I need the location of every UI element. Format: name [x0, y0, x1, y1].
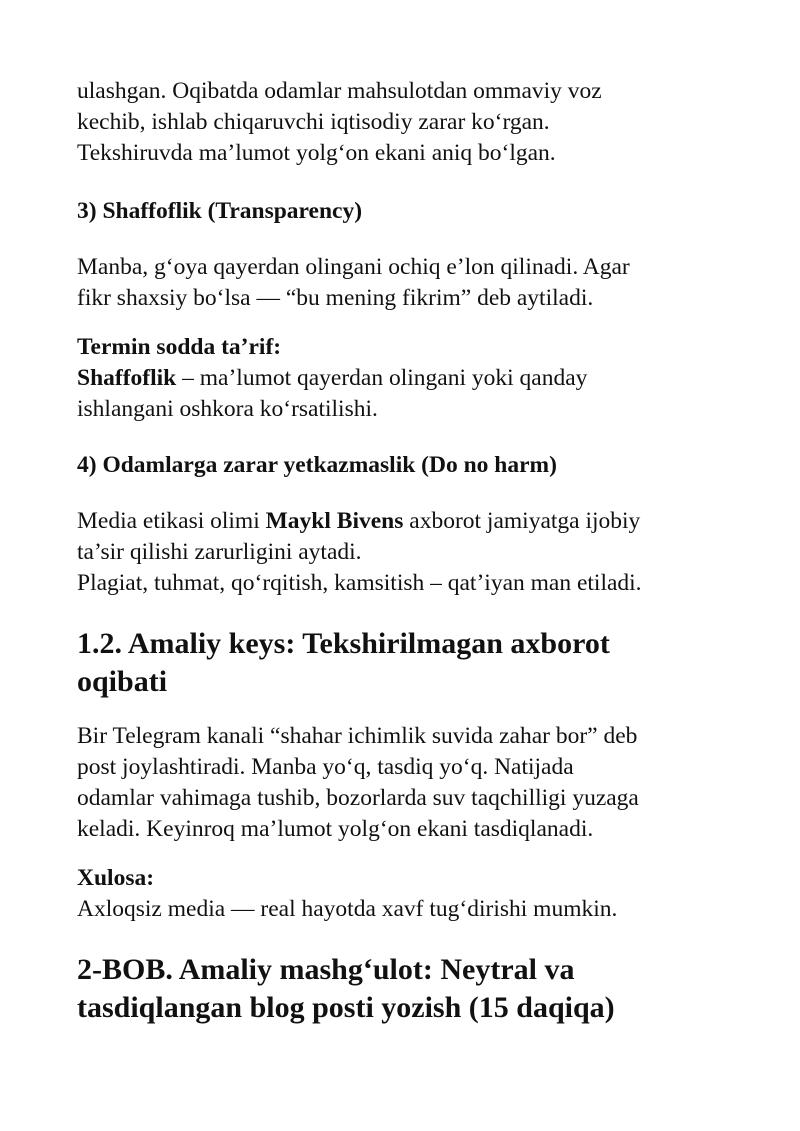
text-line: keladi. Keyinroq ma’lumot yolg‘on ekani tasdiqlanadi.: [77, 816, 594, 842]
text-line: Bir Telegram kanali “shahar ichimlik suvida zahar bor” deb: [77, 723, 638, 749]
section-4-paragraph: [77, 506, 737, 599]
text-line: ulashgan. Oqibatda odamlar mahsulotdan ommaviy voz: [77, 78, 602, 104]
intro-paragraph: [77, 76, 737, 169]
term-definition-line: [77, 363, 737, 394]
term-definition-title: Termin sodda ta’rif:: [77, 334, 282, 360]
text-line: Plagiat, tuhmat, qo‘rqitish, kamsitish – qat’iyan man etiladi.: [77, 570, 642, 596]
text-line: Tekshiruvda ma’lumot yolg‘on ekani aniq bo‘lgan.: [77, 140, 556, 166]
case-study-paragraph: [77, 721, 737, 845]
section-3-paragraph: [77, 252, 737, 314]
text-span: axborot jamiyatga ijobiy: [403, 508, 641, 534]
text-line: Manba, g‘oya qayerdan olingani ochiq e’lon qilinadi. Agar: [77, 254, 630, 280]
section-3-heading: 3) Shaffoflik (Transparency): [77, 198, 363, 224]
heading-line: tasdiqlangan blog posti yozish (15 daqiqa): [77, 991, 615, 1024]
chapter-2-heading: [77, 951, 737, 1027]
text-line: ishlangani oshkora ko‘rsatilishi.: [77, 396, 378, 422]
term-word: Shaffoflik: [77, 365, 177, 391]
conclusion-text: Axloqsiz media — real hayotda xavf tug‘dirishi mumkin.: [77, 896, 618, 922]
text-line: ta’sir qilishi zarurligini aytadi.: [77, 539, 362, 565]
text-line: fikr shaxsiy bo‘lsa — “bu mening fikrim” deb aytiladi.: [77, 285, 594, 311]
heading-line: 1.2. Amaliy keys: Tekshirilmagan axborot: [77, 627, 610, 660]
case-study-heading: [77, 625, 737, 701]
text-span: Media etikasi olimi: [77, 508, 266, 534]
term-definition-block: [77, 332, 737, 425]
text-line: [77, 506, 737, 537]
text-line: kechib, ishlab chiqaruvchi iqtisodiy zarar ko‘rgan.: [77, 109, 550, 135]
document-page: [77, 76, 737, 1027]
scholar-name: Maykl Bivens: [265, 508, 404, 534]
conclusion-title: Xulosa:: [77, 865, 155, 891]
heading-line: oqibati: [77, 665, 168, 698]
section-4-heading: 4) Odamlarga zarar yetkazmaslik (Do no harm): [77, 452, 557, 478]
text-line: post joylashtiradi. Manba yo‘q, tasdiq yo‘q. Natijada: [77, 754, 574, 780]
term-definition-text: – ma’lumot qayerdan olingani yoki qanday: [176, 365, 588, 391]
heading-line: 2-BOB. Amaliy mashg‘ulot: Neytral va: [77, 953, 575, 986]
conclusion-block: [77, 863, 737, 925]
text-line: odamlar vahimaga tushib, bozorlarda suv taqchilligi yuzaga: [77, 785, 639, 811]
